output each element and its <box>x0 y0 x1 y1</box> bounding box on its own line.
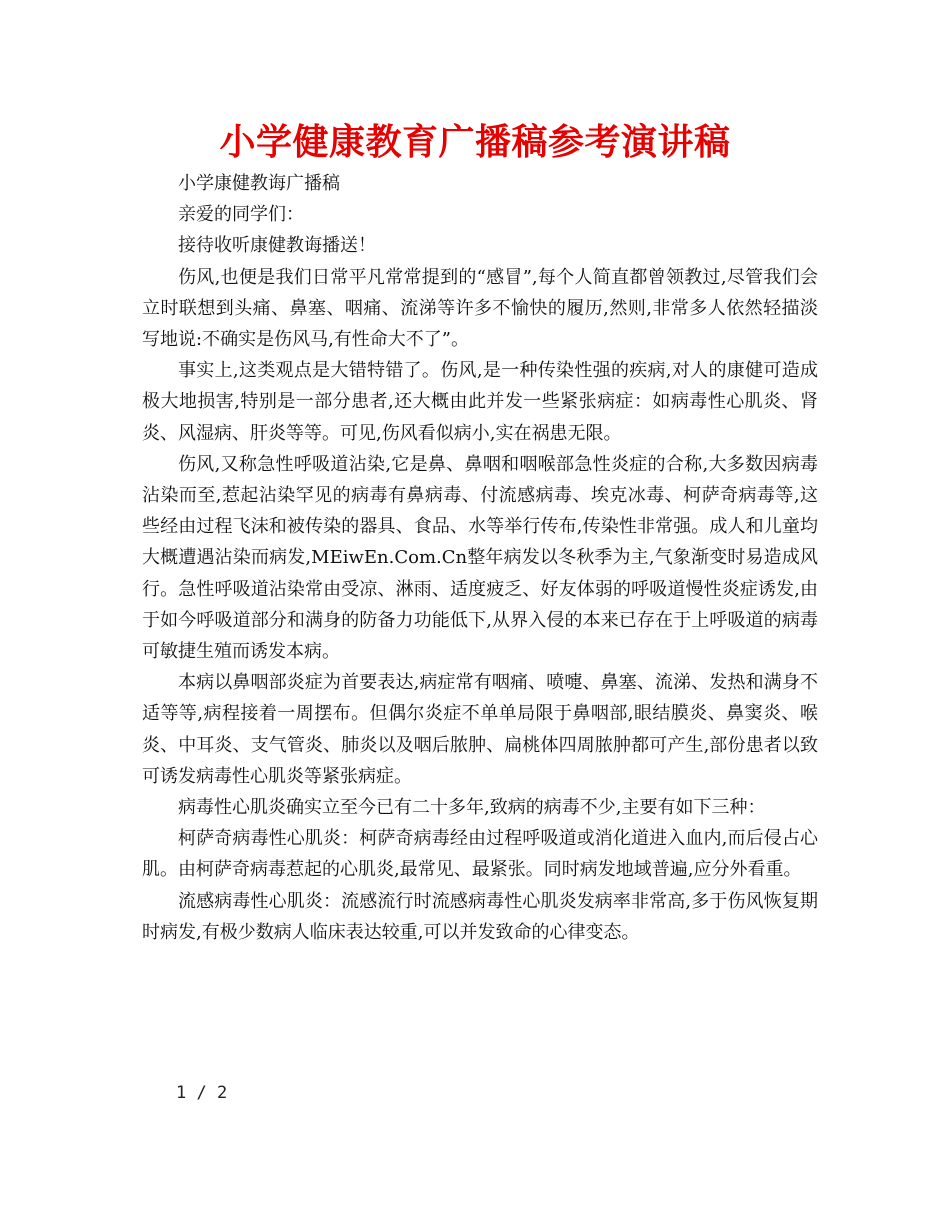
paragraph: 流感病毒性心肌炎：流感流行时流感病毒性心肌炎发病率非常高,多于伤风恢复期时病发,有极少数病人临床表达较重,可以并发致命的心律变态。 <box>142 890 818 943</box>
page-number: 1 / 2 <box>176 1083 228 1103</box>
paragraph: 亲爱的同学们： <box>178 204 304 226</box>
paragraph: 接待收听康健教诲播送！ <box>178 235 376 257</box>
paragraph: 事实上,这类观点是大错特错了。伤风,是一种传染性强的疾病,对人的康健可造成极大地损害,特别是一部分患者,还大概由此并发一些紧张病症：如病毒性心肌炎、肾炎、风湿病、肝炎等等。可见,伤风看似病小,实在祸患无限。 <box>142 360 818 444</box>
document-title: 小学健康教育广播稿参考演讲稿 <box>219 122 731 163</box>
paragraph: 小学康健教诲广播稿 <box>178 173 340 194</box>
paragraph: 伤风,也便是我们日常平凡常常提到的“感冒”,每个人简直都曾领教过,尽管我们会立时联想到头痛、鼻塞、咽痛、流涕等许多不愉快的履历,然则,非常多人依然轻描淡写地说:不确实是伤风马,有性命大不了”。 <box>142 266 818 351</box>
paragraph: 伤风,又称急性呼吸道沾染,它是鼻、鼻咽和咽喉部急性炎症的合称,大多数因病毒沾染而至,惹起沾染罕见的病毒有鼻病毒、付流感病毒、埃克冰毒、柯萨奇病毒等,这些经由过程飞沫和被传染的器具、食品、水等举行传布,传染性非常强。成人和儿童均大概遭遇沾染而病发,MEiwEn.Com.Cn整年病发以冬秋季为主,气象渐变时易造成风行。急性呼吸道沾染常由受凉、淋雨、适度疲乏、好友体弱的呼吸道慢性炎症诱发,由于如今呼吸道部分和满身的防备力功能低下,从界入侵的本来已存在于上呼吸道的病毒可敏捷生殖而诱发本病。 <box>142 453 818 663</box>
document-body <box>142 168 818 948</box>
paragraph: 病毒性心肌炎确实立至今已有二十多年,致病的病毒不少,主要有如下三种： <box>178 797 766 819</box>
paragraph: 柯萨奇病毒性心肌炎：柯萨奇病毒经由过程呼吸道或消化道进入血内,而后侵占心肌。由柯萨奇病毒惹起的心肌炎,最常见、最紧张。同时病发地域普遍,应分外看重。 <box>142 828 818 881</box>
paragraph: 本病以鼻咽部炎症为首要表达,病症常有咽痛、喷嚏、鼻塞、流涕、发热和满身不适等等,病程接着一周摆布。但偶尔炎症不单单局限于鼻咽部,眼结膜炎、鼻窦炎、喉炎、中耳炎、支气管炎、肺炎以及咽后脓肿、扁桃体四周脓肿都可产生,部份患者以致可诱发病毒性心肌炎等紧张病症。 <box>142 672 818 787</box>
